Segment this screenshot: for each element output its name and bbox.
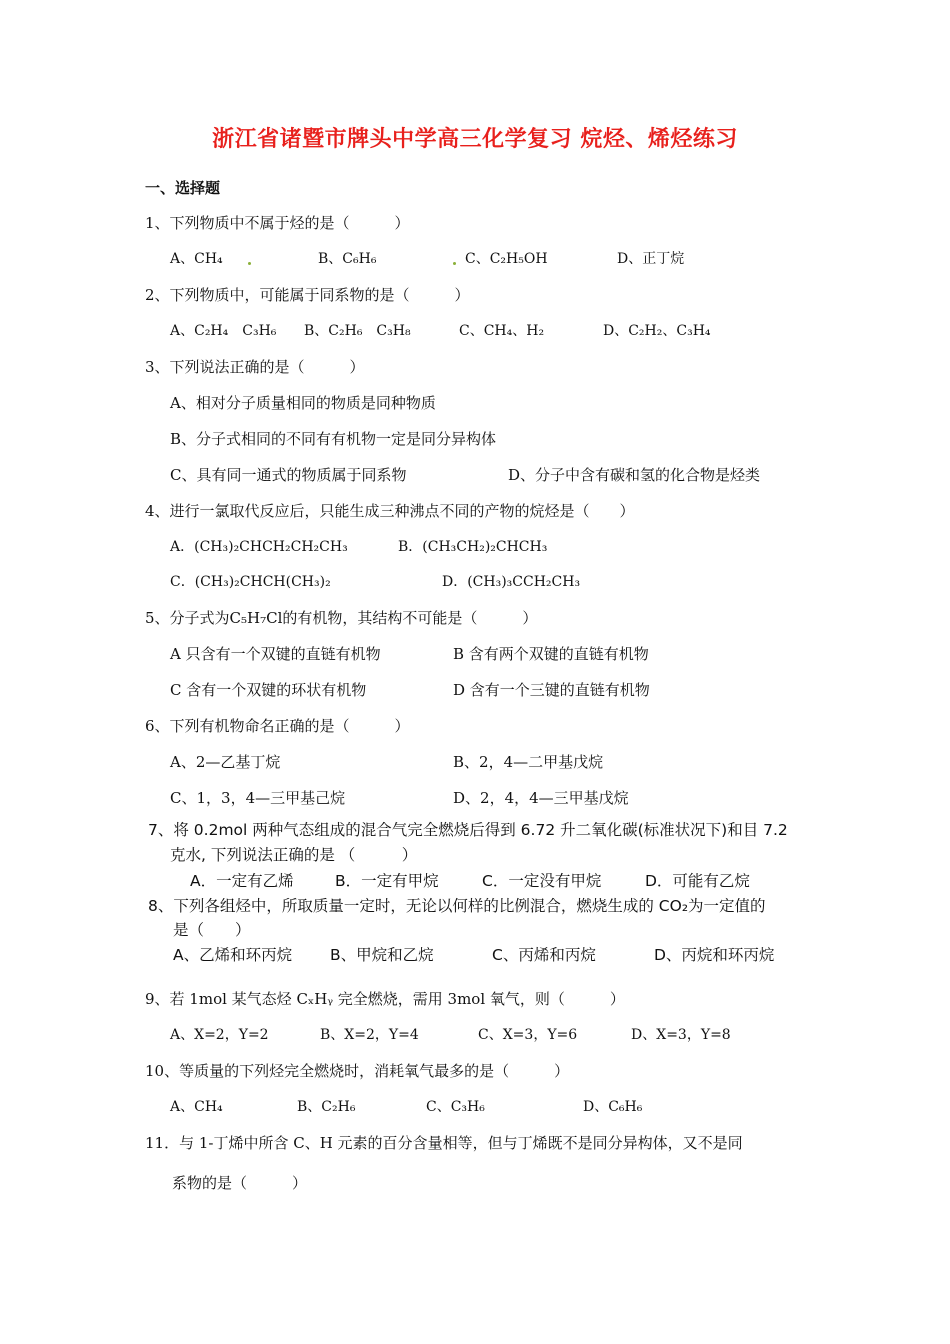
question-7-stem-line-1: 7、将 0.2mol 两种气态组成的混合气完全燃烧后得到 6.72 升二氧化碳(标准状况下)和目 7.2 [148,821,788,839]
question-8-stem-line-2: 是（ ） [173,921,251,939]
question-4-option-a: A．(CH₃)₂CHCH₂CH₂CH₃ [170,539,348,555]
question-8-stem-line-1: 8、下列各组烃中，所取质量一定时，无论以何样的比例混合，燃烧生成的 CO₂为一定值的 [148,897,766,915]
question-10-option-c: C、C₃H₆ [426,1099,485,1115]
question-5-option-c: C 含有一个双键的环状有机物 [170,681,367,699]
question-8-option-b: B、甲烷和乙烷 [330,946,434,964]
question-4-stem: 4、进行一氯取代反应后，只能生成三种沸点不同的产物的烷烃是（ ） [145,502,635,520]
question-7-option-d: D．可能有乙烷 [645,872,750,890]
question-6-option-a: A、2—乙基丁烷 [170,753,281,771]
question-6-stem: 6、下列有机物命名正确的是（ ） [145,717,410,735]
question-3-option-b: B、分子式相同的不同有有机物一定是同分异构体 [170,430,497,448]
question-4-option-b: B．(CH₃CH₂)₂CHCH₃ [398,539,548,555]
question-3-option-c: C、具有同一通式的物质属于同系物 [170,466,407,484]
question-6-option-c: C、1，3，4—三甲基己烷 [170,789,346,807]
question-2-option-d: D、C₂H₂、C₃H₄ [603,323,711,339]
question-8-option-d: D、丙烷和环丙烷 [654,946,775,964]
question-10-option-a: A、CH₄ [170,1099,223,1115]
question-11-stem-line-1: 11．与 1-丁烯中所含 C、H 元素的百分含量相等，但与丁烯既不是同分异构体，又不是同 [145,1134,743,1152]
question-1-option-a: A、CH₄ [170,251,223,267]
speck-mark [453,262,456,265]
question-5-option-d: D 含有一个三键的直链有机物 [453,681,650,699]
question-10-option-b: B、C₂H₆ [297,1099,356,1115]
question-9-option-c: C、X=3，Y=6 [478,1027,578,1043]
question-10-stem: 10、等质量的下列烃完全燃烧时，消耗氧气最多的是（ ） [145,1062,570,1080]
question-8-option-a: A、乙烯和环丙烷 [173,946,293,964]
question-1-option-c: C、C₂H₅OH [465,251,548,267]
question-3-stem: 3、下列说法正确的是（ ） [145,358,365,376]
question-7-option-b: B．一定有甲烷 [335,872,439,890]
question-7-option-a: A．一定有乙烯 [190,872,294,890]
question-9-stem: 9、若 1mol 某气态烃 CₓHᵧ 完全燃烧，需用 3mol 氧气，则（ ） [145,990,625,1008]
question-6-option-b: B、2，4—二甲基戊烷 [453,753,604,771]
question-8-option-c: C、丙烯和丙烷 [492,946,596,964]
section-heading: 一、选择题 [145,179,221,197]
question-4-option-c: C．(CH₃)₂CHCH(CH₃)₂ [170,574,331,590]
question-2-stem: 2、下列物质中，可能属于同系物的是（ ） [145,286,470,304]
question-9-option-b: B、X=2，Y=4 [320,1027,419,1043]
question-1-stem: 1、下列物质中不属于烃的是（ ） [145,214,410,232]
question-3-option-a: A、相对分子质量相同的物质是同种物质 [170,394,436,412]
question-3-option-d: D、分子中含有碳和氢的化合物是烃类 [508,466,761,484]
question-1-option-d: D、正丁烷 [617,251,685,267]
question-9-option-a: A、X=2，Y=2 [170,1027,269,1043]
question-11-stem-line-2: 系物的是（ ） [172,1174,308,1192]
question-7-stem-line-2: 克水, 下列说法正确的是 （ ） [170,846,418,864]
question-1-option-b: B、C₆H₆ [318,251,377,267]
question-9-option-d: D、X=3，Y=8 [631,1027,731,1043]
question-5-option-b: B 含有两个双键的直链有机物 [453,645,649,663]
question-6-option-d: D、2，4，4—三甲基戊烷 [453,789,629,807]
question-2-option-c: C、CH₄、H₂ [459,323,545,339]
document-title: 浙江省诸暨市牌头中学高三化学复习 烷烃、烯烃练习 [212,127,738,152]
question-5-stem: 5、分子式为C₅H₇Cl的有机物，其结构不可能是（ ） [145,609,538,627]
speck-mark [248,262,251,265]
question-4-option-d: D．(CH₃)₃CCH₂CH₃ [442,574,581,590]
question-5-option-a: A 只含有一个双键的直链有机物 [170,645,381,663]
question-2-option-b: B、C₂H₆ C₃H₈ [304,323,411,339]
question-10-option-d: D、C₆H₆ [583,1099,643,1115]
question-2-option-a: A、C₂H₄ C₃H₆ [170,323,277,339]
question-7-option-c: C．一定没有甲烷 [482,872,602,890]
